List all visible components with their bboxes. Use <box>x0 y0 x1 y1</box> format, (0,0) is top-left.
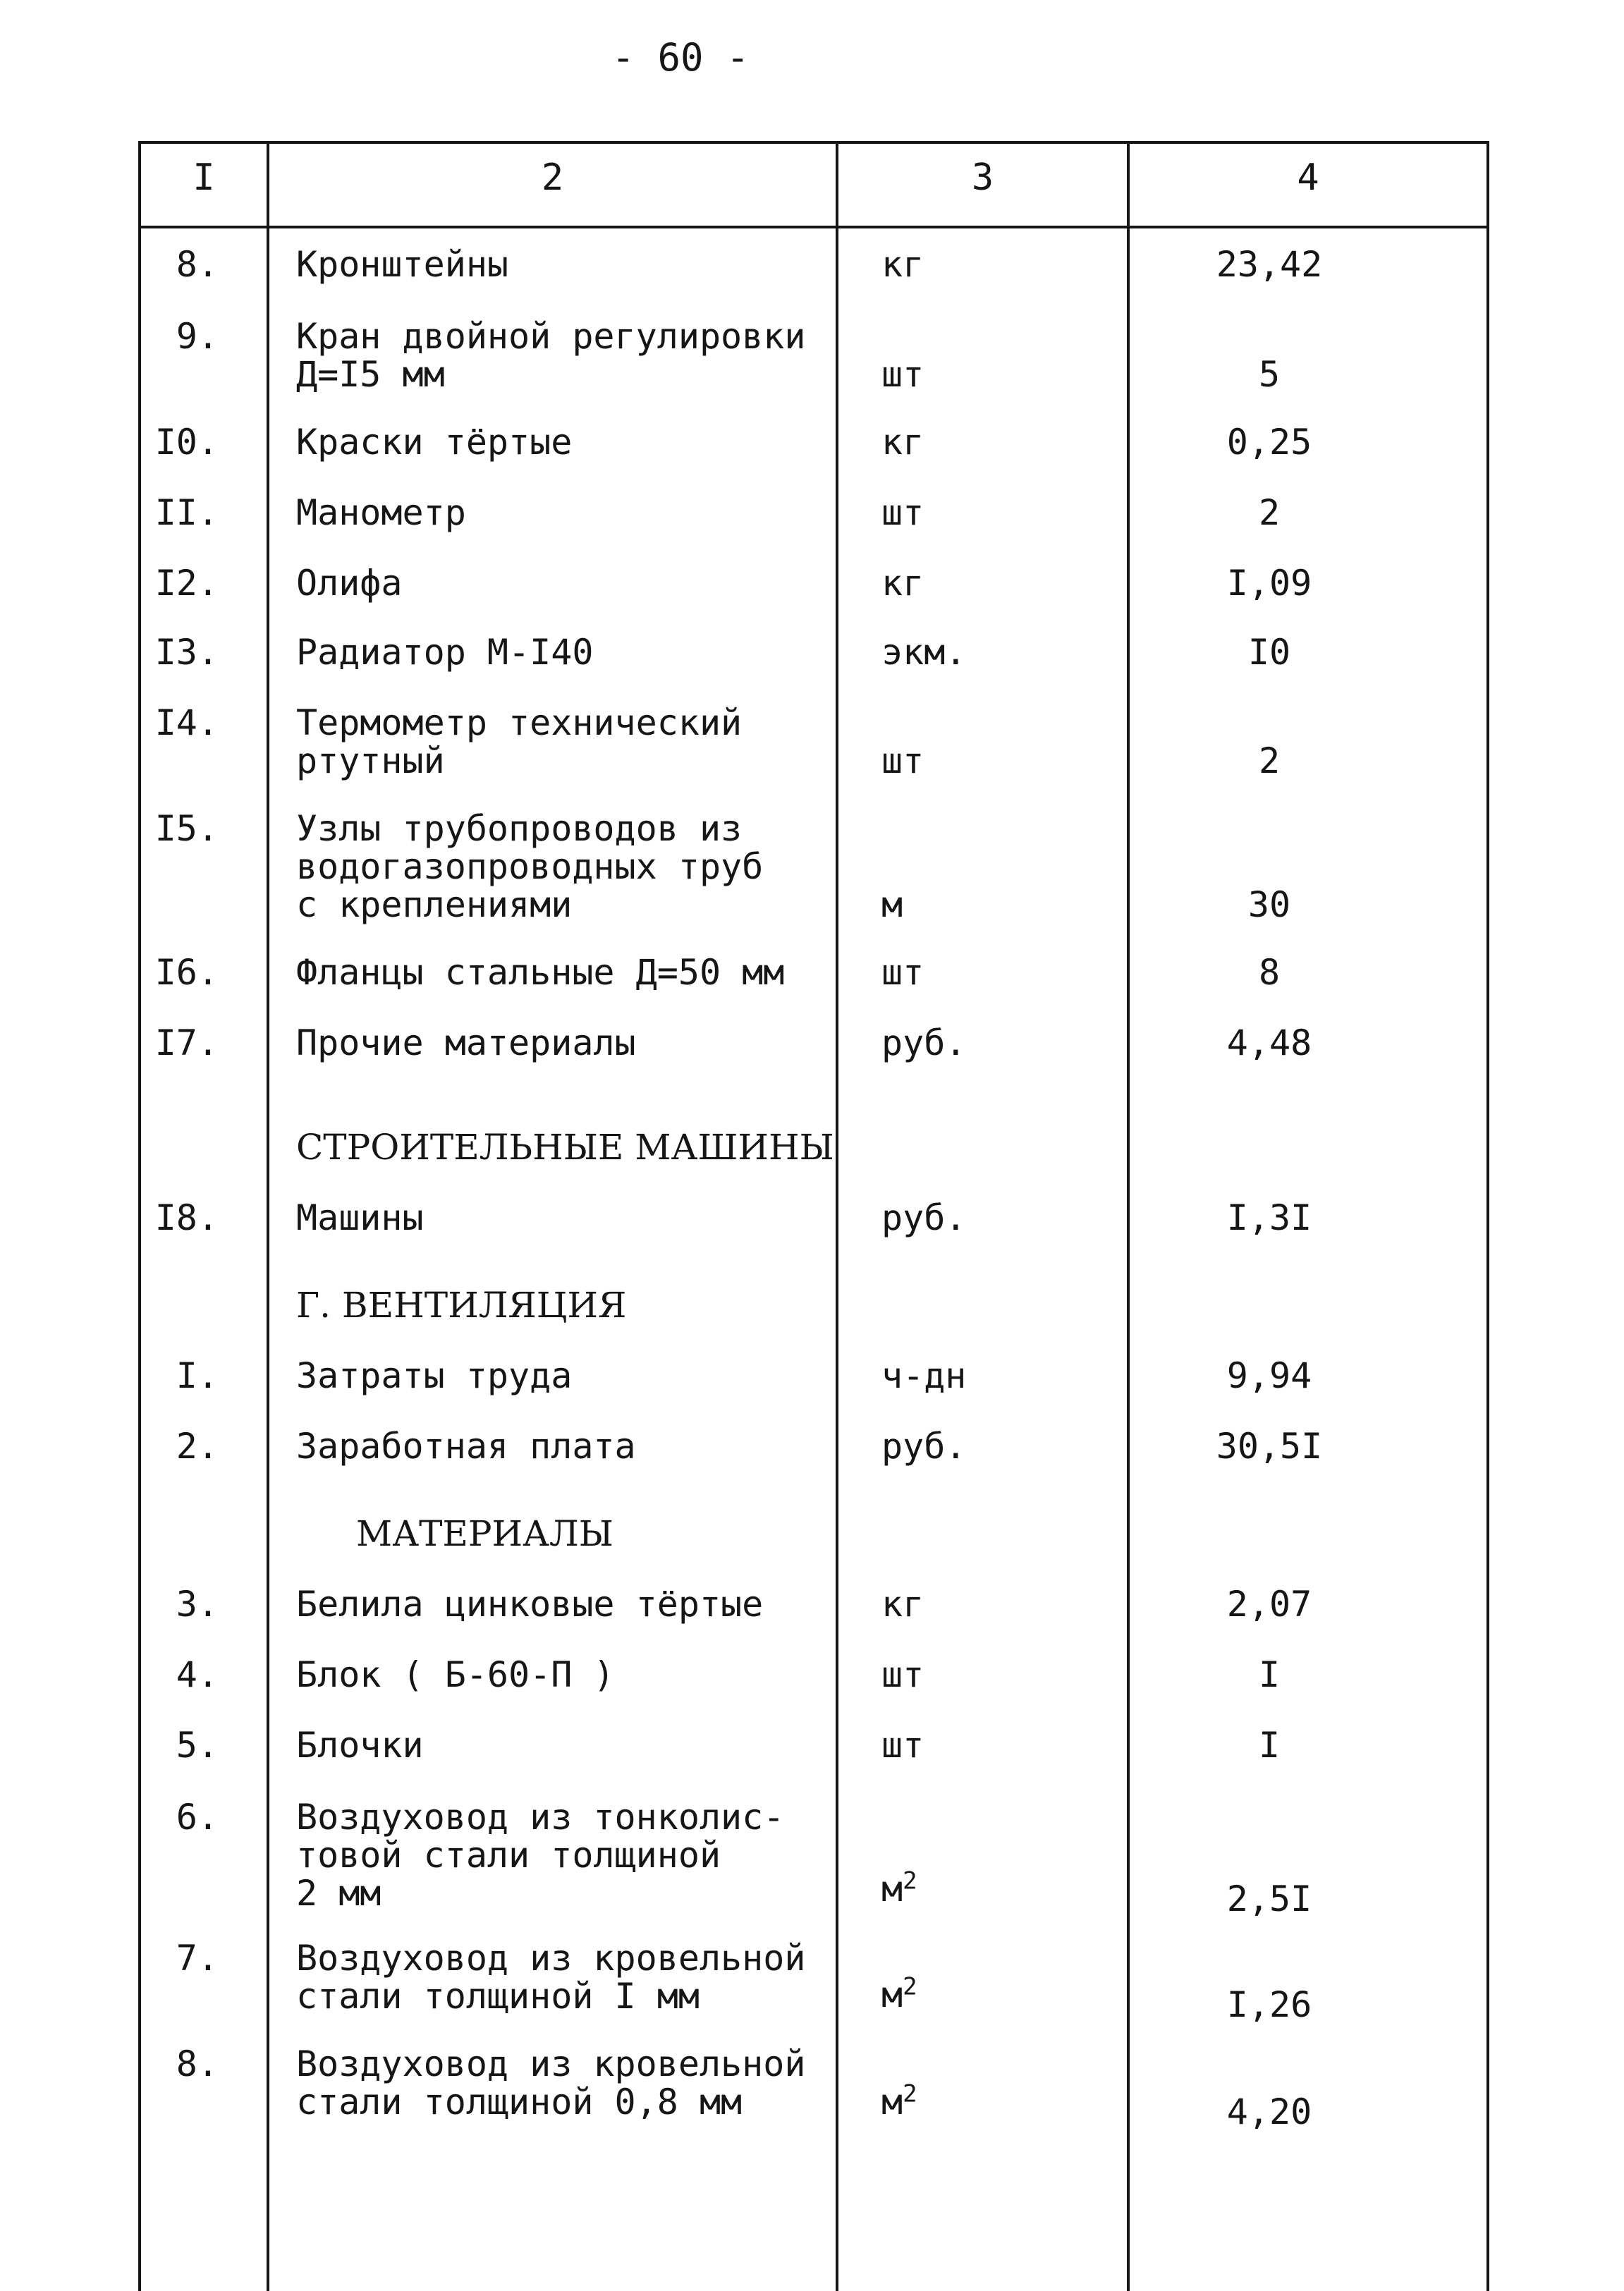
row-name: Белила цинковые тёртые <box>296 1584 764 1625</box>
row-name: Блочки <box>296 1725 424 1766</box>
column-border-1 <box>267 141 269 2291</box>
row-name: Кран двойной регулировки Д=I5 мм <box>296 316 806 395</box>
row-unit <box>881 2079 917 2122</box>
row-value: 2 <box>1258 492 1281 533</box>
unit-text: м <box>881 1869 903 1910</box>
row-unit: шт <box>881 354 924 395</box>
row-number: I7. <box>154 1022 219 1063</box>
row-number: I2. <box>154 563 219 604</box>
section-heading-materials: МАТЕРИАЛЫ <box>356 1513 613 1554</box>
row-name: Затраты труда <box>296 1355 573 1396</box>
row-number: I6. <box>154 952 219 993</box>
row-name: Воздуховод из кровельной стали толщиной I мм <box>296 1938 806 2017</box>
row-value: 2 <box>1258 740 1281 781</box>
row-number: I. <box>176 1355 219 1396</box>
row-number: 6. <box>176 1797 219 1838</box>
unit-exponent: 2 <box>903 2079 917 2108</box>
row-unit: м <box>881 884 903 925</box>
row-name: Краски тёртые <box>296 422 573 463</box>
row-unit: руб. <box>881 1197 967 1238</box>
row-name: Прочие материалы <box>296 1022 636 1063</box>
row-value: 9,94 <box>1226 1355 1312 1396</box>
column-header-1: I <box>193 157 215 199</box>
row-value: 4,20 <box>1226 2091 1312 2132</box>
row-value: I,09 <box>1226 563 1312 604</box>
section-heading-ventilation: Г. ВЕНТИЛЯЦИЯ <box>296 1285 627 1326</box>
row-value: I0 <box>1247 632 1291 673</box>
row-unit <box>881 1972 917 2015</box>
row-value: 4,48 <box>1226 1022 1312 1063</box>
column-border-right <box>1486 141 1489 2291</box>
row-value: 2,07 <box>1226 1584 1312 1625</box>
row-number: I0. <box>154 422 219 463</box>
row-unit: шт <box>881 952 924 993</box>
row-number: 3. <box>176 1584 219 1625</box>
row-number: 2. <box>176 1426 219 1467</box>
row-name: Машины <box>296 1197 424 1238</box>
row-name: Заработная плата <box>296 1426 636 1467</box>
row-value: 30,5I <box>1216 1426 1323 1467</box>
row-number: II. <box>154 492 219 533</box>
row-unit: руб. <box>881 1426 967 1467</box>
row-unit: шт <box>881 740 924 781</box>
row-number: 4. <box>176 1654 219 1695</box>
row-name: Радиатор М-I40 <box>296 632 594 673</box>
row-value: 2,5I <box>1226 1878 1312 1919</box>
row-value: I,3I <box>1226 1197 1312 1238</box>
row-value: 5 <box>1258 354 1281 395</box>
row-unit: кг <box>881 244 924 285</box>
row-value: I <box>1258 1654 1281 1695</box>
column-border-3 <box>1127 141 1130 2291</box>
row-number: 9. <box>176 316 219 357</box>
row-unit <box>881 1867 917 1910</box>
column-border-2 <box>836 141 838 2291</box>
row-number: 7. <box>176 1938 219 1979</box>
table-top-border <box>138 141 1489 144</box>
row-name: Термометр технический ртутный <box>296 702 743 781</box>
row-unit: кг <box>881 1584 924 1625</box>
row-name: Манометр <box>296 492 466 533</box>
column-header-2: 2 <box>541 157 564 199</box>
column-header-4: 4 <box>1297 157 1319 199</box>
row-value: 23,42 <box>1216 244 1323 285</box>
row-unit: шт <box>881 1654 924 1695</box>
row-name: Узлы трубопроводов из водогазопроводных труб с креплениями <box>296 808 764 925</box>
row-number: 5. <box>176 1725 219 1766</box>
row-value: I,26 <box>1226 1984 1312 2025</box>
row-number: I8. <box>154 1197 219 1238</box>
header-bottom-border <box>138 226 1489 228</box>
row-number: 8. <box>176 244 219 285</box>
row-value: 0,25 <box>1226 422 1312 463</box>
row-unit: руб. <box>881 1022 967 1063</box>
row-name: Воздуховод из кровельной стали толщиной 0,8 мм <box>296 2043 806 2122</box>
unit-exponent: 2 <box>903 1972 917 2001</box>
row-number: I4. <box>154 702 219 743</box>
row-unit: ч-дн <box>881 1355 967 1396</box>
row-value: I <box>1258 1725 1281 1766</box>
unit-exponent: 2 <box>903 1867 917 1895</box>
row-name: Воздуховод из тонколис- товой стали толщиной 2 мм <box>296 1797 785 1914</box>
row-name: Блок ( Б-60-П ) <box>296 1654 615 1695</box>
row-name: Олифа <box>296 563 403 604</box>
row-number: I5. <box>154 808 219 849</box>
page-number: - 60 - <box>611 35 750 80</box>
unit-text: м <box>881 2082 903 2122</box>
row-unit: кг <box>881 422 924 463</box>
row-number: I3. <box>154 632 219 673</box>
row-value: 8 <box>1258 952 1281 993</box>
unit-text: м <box>881 1974 903 2015</box>
row-name: Фланцы стальные Д=50 мм <box>296 952 785 993</box>
row-unit: кг <box>881 563 924 604</box>
row-unit: шт <box>881 492 924 533</box>
row-name: Кронштейны <box>296 244 509 285</box>
row-value: 30 <box>1247 884 1291 925</box>
row-unit: экм. <box>881 632 967 673</box>
section-heading-machines: СТРОИТЕЛЬНЫЕ МАШИНЫ <box>296 1127 834 1168</box>
row-unit: шт <box>881 1725 924 1766</box>
row-number: 8. <box>176 2043 219 2084</box>
column-header-3: 3 <box>971 157 994 199</box>
